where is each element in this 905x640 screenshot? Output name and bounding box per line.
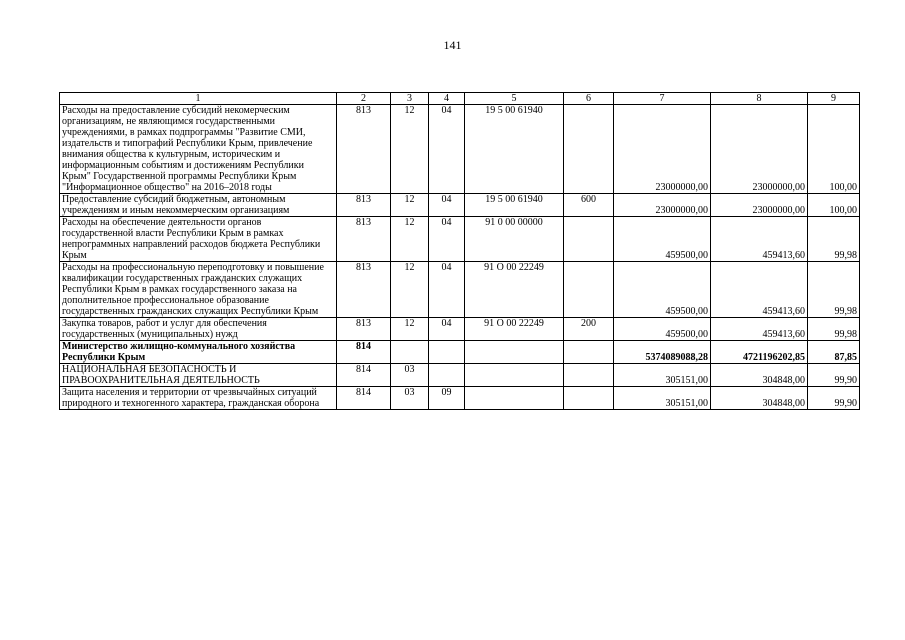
row-cell-9: 100,00	[808, 194, 860, 217]
row-cell-8: 459413,60	[711, 318, 808, 341]
header-cell: 2	[337, 93, 391, 105]
table-row	[60, 262, 860, 318]
row-cell-3: 12	[391, 318, 429, 341]
row-cell-4: 04	[429, 262, 465, 318]
header-cell: 7	[614, 93, 711, 105]
header-cell: 1	[60, 93, 337, 105]
table-row	[60, 105, 860, 194]
row-cell-7: 305151,00	[614, 364, 711, 387]
row-name-cell: Предоставление субсидий бюджетным, автономным учреждениям и иным некоммерческим организациям	[60, 194, 337, 217]
row-cell-5: 91 О 00 22249	[465, 318, 564, 341]
table-row	[60, 194, 860, 217]
row-cell-4	[429, 341, 465, 364]
row-cell-3: 12	[391, 262, 429, 318]
row-cell-9: 100,00	[808, 105, 860, 194]
row-cell-6	[564, 262, 614, 318]
table-row	[60, 318, 860, 341]
row-cell-9: 99,98	[808, 217, 860, 262]
table-row	[60, 217, 860, 262]
row-cell-6	[564, 217, 614, 262]
row-cell-2: 814	[337, 364, 391, 387]
row-cell-6	[564, 364, 614, 387]
row-cell-5: 91 0 00 00000	[465, 217, 564, 262]
row-cell-7: 5374089088,28	[614, 341, 711, 364]
row-cell-7: 23000000,00	[614, 194, 711, 217]
row-cell-9: 99,90	[808, 364, 860, 387]
row-cell-8: 23000000,00	[711, 194, 808, 217]
row-cell-9: 87,85	[808, 341, 860, 364]
row-cell-3: 12	[391, 105, 429, 194]
row-cell-6	[564, 341, 614, 364]
row-name-cell: Закупка товаров, работ и услуг для обеспечения государственных (муниципальных) нужд	[60, 318, 337, 341]
page-number: 141	[443, 38, 462, 52]
row-cell-5: 19 5 00 61940	[465, 194, 564, 217]
header-cell: 9	[808, 93, 860, 105]
row-cell-4: 09	[429, 387, 465, 410]
header-cell: 4	[429, 93, 465, 105]
table-row	[60, 341, 860, 364]
row-cell-8: 304848,00	[711, 387, 808, 410]
row-cell-2: 813	[337, 217, 391, 262]
row-cell-5	[465, 387, 564, 410]
row-cell-5	[465, 341, 564, 364]
table-row	[60, 387, 860, 410]
row-cell-2: 814	[337, 341, 391, 364]
row-name-cell: Министерство жилищно-коммунального хозяйства Республики Крым	[60, 341, 337, 364]
row-cell-8: 304848,00	[711, 364, 808, 387]
row-name-cell: Расходы на обеспечение деятельности органов государственной власти Республики Крым в рамках непрограммных направлений расходов бюджета Республики Крым	[60, 217, 337, 262]
row-cell-2: 813	[337, 105, 391, 194]
row-cell-2: 813	[337, 318, 391, 341]
row-cell-5: 19 5 00 61940	[465, 105, 564, 194]
row-cell-8: 459413,60	[711, 217, 808, 262]
header-row	[60, 93, 860, 105]
row-cell-8: 4721196202,85	[711, 341, 808, 364]
row-cell-6	[564, 105, 614, 194]
row-cell-6	[564, 387, 614, 410]
row-cell-3	[391, 341, 429, 364]
row-cell-5	[465, 364, 564, 387]
row-name-cell: Расходы на профессиональную переподготовку и повышение квалификации государственных гражданских служащих Республики Крым в рамках государственного заказа на дополнительное профессиональное образование государственных гражданских служащих Республики Крым	[60, 262, 337, 318]
row-cell-8: 459413,60	[711, 262, 808, 318]
row-cell-2: 813	[337, 262, 391, 318]
row-cell-4: 04	[429, 318, 465, 341]
row-cell-7: 305151,00	[614, 387, 711, 410]
budget-table	[59, 92, 860, 410]
header-cell: 8	[711, 93, 808, 105]
row-cell-4: 04	[429, 217, 465, 262]
row-name-cell: Защита населения и территории от чрезвычайных ситуаций природного и техногенного характера, гражданская оборона	[60, 387, 337, 410]
row-cell-6: 600	[564, 194, 614, 217]
row-cell-9: 99,98	[808, 318, 860, 341]
table-row	[60, 364, 860, 387]
header-cell: 3	[391, 93, 429, 105]
row-cell-9: 99,98	[808, 262, 860, 318]
header-cell: 6	[564, 93, 614, 105]
row-cell-2: 813	[337, 194, 391, 217]
row-cell-8: 23000000,00	[711, 105, 808, 194]
row-cell-3: 03	[391, 364, 429, 387]
row-cell-6: 200	[564, 318, 614, 341]
header-cell: 5	[465, 93, 564, 105]
row-name-cell: НАЦИОНАЛЬНАЯ БЕЗОПАСНОСТЬ И ПРАВООХРАНИТЕЛЬНАЯ ДЕЯТЕЛЬНОСТЬ	[60, 364, 337, 387]
row-cell-7: 23000000,00	[614, 105, 711, 194]
row-cell-4: 04	[429, 105, 465, 194]
row-cell-5: 91 О 00 22249	[465, 262, 564, 318]
row-cell-3: 12	[391, 194, 429, 217]
row-cell-3: 12	[391, 217, 429, 262]
row-cell-9: 99,90	[808, 387, 860, 410]
row-name-cell: Расходы на предоставление субсидий некомерческим организациям, не являющимся государственными учреждениями, в рамках подпрограммы "Развитие СМИ, издательств и типографий Республики Крым, привлечение внимания общества к культурным, историческим и информационным событиям и достижениям Республики Крым" Государственной программы Республики Крым "Информационное общество" на 2016–2018 годы	[60, 105, 337, 194]
row-cell-4	[429, 364, 465, 387]
row-cell-7: 459500,00	[614, 217, 711, 262]
row-cell-2: 814	[337, 387, 391, 410]
row-cell-4: 04	[429, 194, 465, 217]
row-cell-7: 459500,00	[614, 262, 711, 318]
row-cell-3: 03	[391, 387, 429, 410]
row-cell-7: 459500,00	[614, 318, 711, 341]
